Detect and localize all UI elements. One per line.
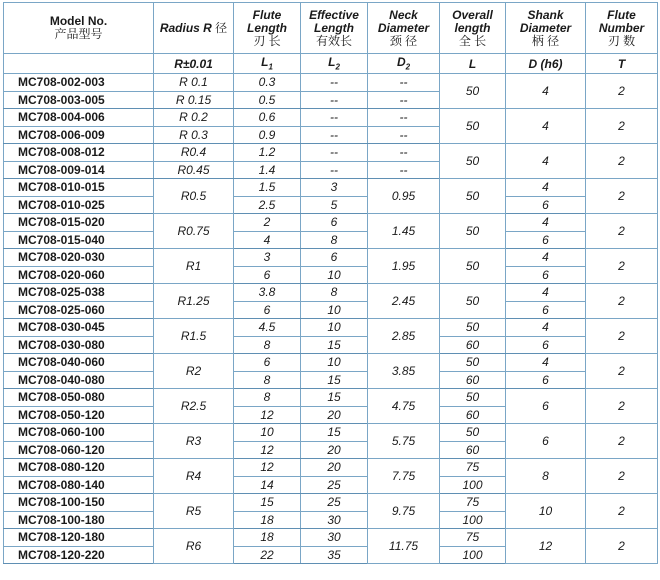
table-row — [4, 249, 658, 267]
flute-number-cell: 2 — [586, 459, 658, 494]
neck-diameter-cell: 5.75 — [368, 424, 440, 459]
header-effective-length — [301, 3, 368, 54]
header-overall-length-en: Overall length — [452, 7, 493, 35]
radius-cell: R5 — [154, 494, 234, 529]
flute-length-cell: 8 — [234, 371, 301, 389]
model-cell: MC708-010-025 — [4, 196, 154, 214]
flute-length-cell: 6 — [234, 301, 301, 319]
effective-length-cell: 10 — [301, 266, 368, 284]
radius-cell: R 0.1 — [154, 74, 234, 92]
overall-length-cell: 50 — [440, 144, 506, 179]
flute-length-cell: 14 — [234, 476, 301, 494]
overall-length-cell: 50 — [440, 284, 506, 319]
table-row — [4, 196, 658, 214]
neck-diameter-cell: 7.75 — [368, 459, 440, 494]
header-shank-diameter-zh: 柄 径 — [531, 33, 560, 48]
shank-diameter-cell: 6 — [506, 371, 586, 389]
flute-length-cell: 1.4 — [234, 161, 301, 179]
effective-length-cell: 35 — [301, 546, 368, 564]
effective-length-cell: 25 — [301, 476, 368, 494]
shank-diameter-cell: 6 — [506, 266, 586, 284]
effective-length-cell: 6 — [301, 214, 368, 232]
overall-length-cell: 50 — [440, 424, 506, 442]
effective-length-cell: 10 — [301, 354, 368, 372]
radius-cell: R4 — [154, 459, 234, 494]
overall-length-cell: 75 — [440, 529, 506, 547]
header-flute-number-zh: 刃 数 — [607, 33, 636, 48]
header-overall-length — [440, 3, 506, 54]
symbol-flutes: T — [586, 54, 658, 74]
radius-cell: R0.4 — [154, 144, 234, 162]
model-cell: MC708-008-012 — [4, 144, 154, 162]
neck-diameter-cell: -- — [368, 109, 440, 127]
shank-diameter-cell: 4 — [506, 249, 586, 267]
flute-length-cell: 12 — [234, 441, 301, 459]
radius-cell: R3 — [154, 424, 234, 459]
model-cell: MC708-120-180 — [4, 529, 154, 547]
symbol-d2: $D_2$ — [368, 54, 440, 74]
flute-number-cell: 2 — [586, 529, 658, 564]
table-header — [4, 3, 658, 74]
flute-length-cell: 10 — [234, 424, 301, 442]
radius-cell: R 0.2 — [154, 109, 234, 127]
table-row — [4, 144, 658, 162]
flute-length-cell: 0.5 — [234, 91, 301, 109]
effective-length-cell: -- — [301, 144, 368, 162]
header-row — [4, 3, 658, 54]
flute-length-cell: 0.9 — [234, 126, 301, 144]
model-cell: MC708-025-038 — [4, 284, 154, 302]
header-shank-diameter — [506, 3, 586, 54]
header-neck-diameter-en: Neck Diameter — [377, 7, 430, 35]
neck-diameter-cell: 3.85 — [368, 354, 440, 389]
header-flute-number-en: Flute Number — [598, 7, 645, 35]
model-cell: MC708-020-030 — [4, 249, 154, 267]
neck-diameter-cell: -- — [368, 144, 440, 162]
symbol-radius: R±0.01 — [154, 54, 234, 74]
header-model — [4, 3, 154, 54]
flute-length-cell: 4.5 — [234, 319, 301, 337]
radius-cell: R 0.3 — [154, 126, 234, 144]
neck-diameter-cell: -- — [368, 161, 440, 179]
overall-length-cell: 60 — [440, 441, 506, 459]
flute-length-cell: 6 — [234, 266, 301, 284]
flute-number-cell: 2 — [586, 494, 658, 529]
header-radius-en: Radius R — [159, 20, 212, 35]
effective-length-cell: 20 — [301, 459, 368, 477]
shank-diameter-cell: 6 — [506, 301, 586, 319]
neck-diameter-cell: 1.45 — [368, 214, 440, 249]
effective-length-cell: 30 — [301, 511, 368, 529]
effective-length-cell: 10 — [301, 301, 368, 319]
model-cell: MC708-030-045 — [4, 319, 154, 337]
overall-length-cell: 100 — [440, 511, 506, 529]
header-flute-number — [586, 3, 658, 54]
neck-diameter-cell: 0.95 — [368, 179, 440, 214]
table-row — [4, 301, 658, 319]
flute-number-cell: 2 — [586, 284, 658, 319]
flute-length-cell: 15 — [234, 494, 301, 512]
radius-cell: R1 — [154, 249, 234, 284]
flute-length-cell: 22 — [234, 546, 301, 564]
effective-length-cell: 20 — [301, 406, 368, 424]
overall-length-cell: 50 — [440, 389, 506, 407]
flute-length-cell: 1.2 — [234, 144, 301, 162]
flute-length-cell: 2 — [234, 214, 301, 232]
radius-cell: R6 — [154, 529, 234, 564]
shank-diameter-cell: 4 — [506, 144, 586, 179]
table-row — [4, 529, 658, 547]
header-shank-diameter-en: Shank Diameter — [519, 7, 572, 35]
flute-number-cell: 2 — [586, 109, 658, 144]
effective-length-cell: 3 — [301, 179, 368, 197]
header-overall-length-zh: 全 长 — [458, 33, 487, 48]
table-row — [4, 371, 658, 389]
flute-length-cell: 6 — [234, 354, 301, 372]
flute-length-cell: 3.8 — [234, 284, 301, 302]
table-row — [4, 459, 658, 477]
model-cell: MC708-010-015 — [4, 179, 154, 197]
shank-diameter-cell: 10 — [506, 494, 586, 529]
overall-length-cell: 50 — [440, 214, 506, 249]
overall-length-cell: 100 — [440, 546, 506, 564]
table-row — [4, 389, 658, 407]
symbol-l2: $L_2$ — [301, 54, 368, 74]
radius-cell: R2.5 — [154, 389, 234, 424]
effective-length-cell: 15 — [301, 389, 368, 407]
header-model-en: Model No. — [49, 14, 108, 28]
radius-cell: R1.25 — [154, 284, 234, 319]
table-row — [4, 266, 658, 284]
table-row — [4, 179, 658, 197]
neck-diameter-cell: 11.75 — [368, 529, 440, 564]
flute-length-cell: 12 — [234, 459, 301, 477]
neck-diameter-cell: 2.85 — [368, 319, 440, 354]
shank-diameter-cell: 4 — [506, 354, 586, 372]
table-row — [4, 214, 658, 232]
effective-length-cell: 15 — [301, 336, 368, 354]
flute-number-cell: 2 — [586, 144, 658, 179]
flute-length-cell: 18 — [234, 511, 301, 529]
header-effective-length-zh: 有效长 — [315, 33, 352, 48]
flute-number-cell: 2 — [586, 319, 658, 354]
flute-length-cell: 8 — [234, 389, 301, 407]
header-flute-length — [234, 3, 301, 54]
flute-length-cell: 18 — [234, 529, 301, 547]
radius-cell: R0.75 — [154, 214, 234, 249]
overall-length-cell: 60 — [440, 336, 506, 354]
table-row — [4, 336, 658, 354]
flute-number-cell: 2 — [586, 354, 658, 389]
shank-diameter-cell: 6 — [506, 389, 586, 424]
shank-diameter-cell: 4 — [506, 284, 586, 302]
shank-diameter-cell: 4 — [506, 74, 586, 109]
flute-number-cell: 2 — [586, 424, 658, 459]
header-flute-length-en: Flute Length — [247, 7, 287, 35]
shank-diameter-cell: 4 — [506, 109, 586, 144]
header-flute-length-zh: 刃 长 — [253, 33, 281, 48]
flute-length-cell: 12 — [234, 406, 301, 424]
table-row — [4, 319, 658, 337]
neck-diameter-cell: -- — [368, 126, 440, 144]
overall-length-cell: 60 — [440, 406, 506, 424]
effective-length-cell: 20 — [301, 441, 368, 459]
effective-length-cell: 5 — [301, 196, 368, 214]
flute-length-cell: 0.3 — [234, 74, 301, 92]
model-cell: MC708-050-080 — [4, 389, 154, 407]
model-cell: MC708-030-080 — [4, 336, 154, 354]
symbol-blank — [4, 54, 154, 74]
flute-length-cell: 8 — [234, 336, 301, 354]
effective-length-cell: -- — [301, 74, 368, 92]
model-cell: MC708-002-003 — [4, 74, 154, 92]
model-cell: MC708-060-100 — [4, 424, 154, 442]
effective-length-cell: 10 — [301, 319, 368, 337]
shank-diameter-cell: 4 — [506, 319, 586, 337]
symbol-shank: D (h6) — [506, 54, 586, 74]
overall-length-cell: 75 — [440, 459, 506, 477]
overall-length-cell: 50 — [440, 74, 506, 109]
symbol-row — [4, 54, 658, 74]
model-cell: MC708-004-006 — [4, 109, 154, 127]
flute-length-cell: 1.5 — [234, 179, 301, 197]
header-radius-zh: 径 — [215, 20, 228, 35]
header-radius — [154, 3, 234, 54]
table-row — [4, 354, 658, 372]
effective-length-cell: -- — [301, 91, 368, 109]
flute-number-cell: 2 — [586, 249, 658, 284]
flute-number-cell: 2 — [586, 74, 658, 109]
model-cell: MC708-080-140 — [4, 476, 154, 494]
header-neck-diameter-zh: 颈 径 — [389, 33, 418, 48]
model-cell: MC708-080-120 — [4, 459, 154, 477]
radius-cell: R 0.15 — [154, 91, 234, 109]
shank-diameter-cell: 6 — [506, 231, 586, 249]
flute-number-cell: 2 — [586, 389, 658, 424]
flute-length-cell: 2.5 — [234, 196, 301, 214]
flute-number-cell: 2 — [586, 179, 658, 214]
radius-cell: R1.5 — [154, 319, 234, 354]
overall-length-cell: 50 — [440, 354, 506, 372]
effective-length-cell: 25 — [301, 494, 368, 512]
radius-cell: R2 — [154, 354, 234, 389]
overall-length-cell: 50 — [440, 319, 506, 337]
effective-length-cell: -- — [301, 109, 368, 127]
radius-cell: R0.5 — [154, 179, 234, 214]
effective-length-cell: 30 — [301, 529, 368, 547]
flute-length-cell: 3 — [234, 249, 301, 267]
effective-length-cell: 6 — [301, 249, 368, 267]
model-cell: MC708-120-220 — [4, 546, 154, 564]
shank-diameter-cell: 4 — [506, 214, 586, 232]
model-cell: MC708-060-120 — [4, 441, 154, 459]
overall-length-cell: 60 — [440, 371, 506, 389]
effective-length-cell: 8 — [301, 231, 368, 249]
radius-cell: R0.45 — [154, 161, 234, 179]
model-cell: MC708-025-060 — [4, 301, 154, 319]
table-row — [4, 284, 658, 302]
neck-diameter-cell: 2.45 — [368, 284, 440, 319]
overall-length-cell: 50 — [440, 109, 506, 144]
header-effective-length-en: Effective Length — [309, 7, 359, 35]
flute-number-cell: 2 — [586, 214, 658, 249]
spec-table-container — [3, 2, 657, 564]
shank-diameter-cell: 12 — [506, 529, 586, 564]
effective-length-cell: -- — [301, 126, 368, 144]
header-neck-diameter — [368, 3, 440, 54]
spec-table — [3, 2, 658, 564]
neck-diameter-cell: 9.75 — [368, 494, 440, 529]
table-row — [4, 74, 658, 92]
neck-diameter-cell: -- — [368, 74, 440, 92]
model-cell: MC708-006-009 — [4, 126, 154, 144]
header-model-zh: 产品型号 — [54, 27, 103, 41]
table-row — [4, 424, 658, 442]
shank-diameter-cell: 6 — [506, 424, 586, 459]
effective-length-cell: 8 — [301, 284, 368, 302]
model-cell: MC708-040-060 — [4, 354, 154, 372]
table-row — [4, 109, 658, 127]
table-row — [4, 231, 658, 249]
flute-length-cell: 0.6 — [234, 109, 301, 127]
effective-length-cell: 15 — [301, 371, 368, 389]
overall-length-cell: 100 — [440, 476, 506, 494]
table-body — [4, 74, 658, 564]
model-cell: MC708-009-014 — [4, 161, 154, 179]
neck-diameter-cell: 1.95 — [368, 249, 440, 284]
effective-length-cell: -- — [301, 161, 368, 179]
model-cell: MC708-040-080 — [4, 371, 154, 389]
shank-diameter-cell: 6 — [506, 196, 586, 214]
model-cell: MC708-100-150 — [4, 494, 154, 512]
neck-diameter-cell: -- — [368, 91, 440, 109]
model-cell: MC708-050-120 — [4, 406, 154, 424]
shank-diameter-cell: 6 — [506, 336, 586, 354]
symbol-l: L — [440, 54, 506, 74]
overall-length-cell: 50 — [440, 179, 506, 214]
overall-length-cell: 75 — [440, 494, 506, 512]
model-cell: MC708-100-180 — [4, 511, 154, 529]
shank-diameter-cell: 8 — [506, 459, 586, 494]
shank-diameter-cell: 4 — [506, 179, 586, 197]
model-cell: MC708-003-005 — [4, 91, 154, 109]
symbol-l1: $L_1$ — [234, 54, 301, 74]
model-cell: MC708-020-060 — [4, 266, 154, 284]
neck-diameter-cell: 4.75 — [368, 389, 440, 424]
table-row — [4, 494, 658, 512]
flute-length-cell: 4 — [234, 231, 301, 249]
effective-length-cell: 15 — [301, 424, 368, 442]
model-cell: MC708-015-020 — [4, 214, 154, 232]
model-cell: MC708-015-040 — [4, 231, 154, 249]
overall-length-cell: 50 — [440, 249, 506, 284]
